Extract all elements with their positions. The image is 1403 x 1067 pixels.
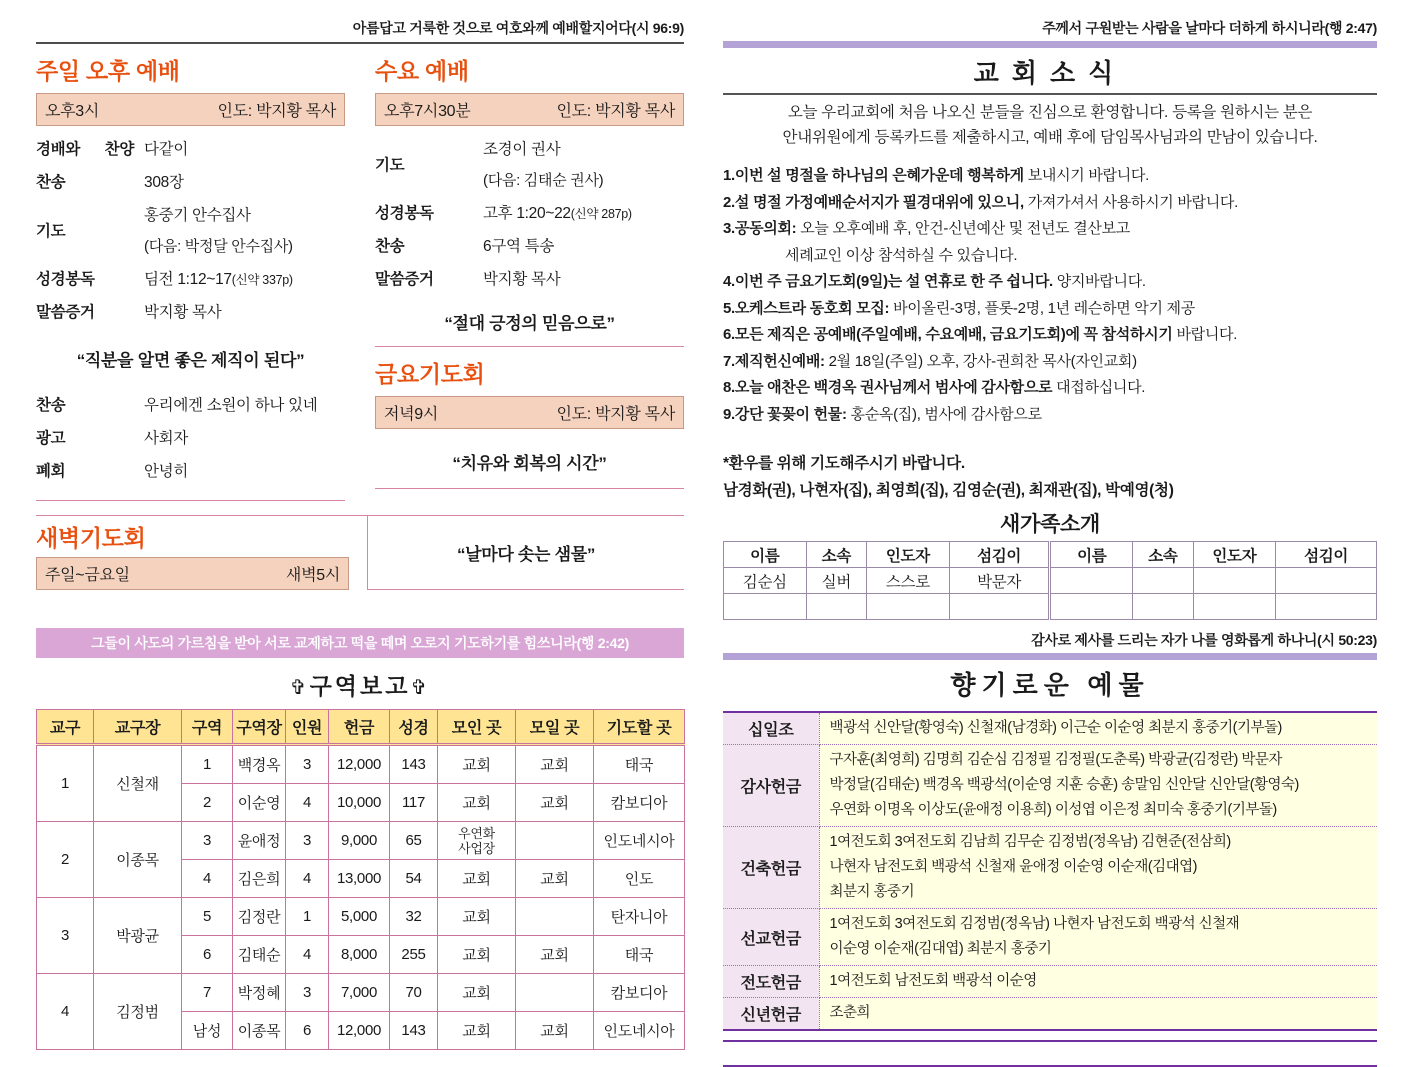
offering-type-label: 감사헌금	[723, 745, 819, 827]
schedule-bar-dawn	[36, 557, 349, 590]
table-cell: 김정란	[233, 898, 286, 936]
service-row-main: 고후 1:20~22(신약 287p)	[483, 205, 632, 222]
table-cell: 5,000	[329, 898, 390, 936]
table-cell: 백경옥	[233, 745, 286, 784]
table-cell: 143	[390, 1012, 438, 1050]
table-header-cell: 모일 곳	[516, 710, 594, 745]
table-cell: 김은희	[233, 860, 286, 898]
table-cell: 3	[286, 745, 329, 784]
table-cell: 3	[286, 974, 329, 1012]
cell-district-leader: 김정범	[94, 974, 182, 1050]
table-cell: 1	[286, 898, 329, 936]
offering-names-line: 나현자 남전도회 백광석 신철재 윤애정 이순영 이순재(김대엽)	[829, 859, 1198, 875]
table-cell	[1276, 568, 1377, 594]
column-wednesday	[375, 44, 684, 501]
table-header-cell: 소속	[1133, 542, 1193, 568]
service-time: 새벽5시	[285, 567, 340, 584]
cell-district: 1	[37, 745, 94, 822]
table-header-cell: 소속	[806, 542, 866, 568]
news-text: 대접하십니다.	[1052, 379, 1146, 396]
table-cell: 김순심	[724, 568, 807, 594]
table-cell: 교회	[516, 745, 594, 784]
service-row-value	[134, 203, 345, 256]
table-cell: 우연화 사업장	[438, 822, 516, 860]
news-item	[723, 269, 1377, 296]
service-row	[375, 234, 684, 256]
offering-row	[723, 827, 1377, 909]
table-cell: 캄보디아	[594, 974, 685, 1012]
table-row	[724, 568, 1377, 594]
schedule-bar-sunday	[36, 93, 345, 126]
service-row-value	[134, 137, 345, 159]
offering-names	[819, 966, 1377, 998]
table-cell: 교회	[438, 745, 516, 784]
offering-type-label: 전도헌금	[723, 966, 819, 998]
table-cell: 인도	[594, 860, 685, 898]
table-cell	[949, 594, 1050, 620]
table-cell: 8,000	[329, 936, 390, 974]
table-cell: 박문자	[949, 568, 1050, 594]
news-text: 세례교인 이상 참석하실 수 있습니다.	[785, 246, 1018, 264]
section-title-friday: 금요기도회	[375, 361, 485, 387]
service-row-label: 말씀증거	[36, 304, 95, 321]
divider-line	[36, 500, 345, 501]
news-item	[723, 322, 1377, 349]
table-cell: 교회	[516, 936, 594, 974]
divider-line	[375, 346, 684, 347]
sermon-quote-wednesday: “절대 긍정의 믿음으로”	[444, 314, 615, 333]
section-dawn-prayer	[36, 515, 684, 590]
cell-district: 2	[37, 822, 94, 898]
table-header-cell: 인도자	[867, 542, 950, 568]
prayer-names: 남경화(권), 나현자(집), 최영희(집), 김영순(권), 최재관(집), 박예영(청)	[723, 482, 1174, 499]
scripture-quote-top-right: 주께서 구원받는 사람을 날마다 더하게 하시니라(행 2:47)	[1042, 20, 1377, 36]
service-time: 오후7시30분	[384, 103, 471, 120]
table-cell: 4	[286, 936, 329, 974]
service-row-value	[134, 426, 345, 448]
table-cell	[1193, 594, 1276, 620]
offering-title: 향기로운 예물	[950, 671, 1150, 700]
table-header-cell: 이름	[724, 542, 807, 568]
table-row	[724, 594, 1377, 620]
table-cell: 이순영	[233, 784, 286, 822]
cross-icon: ✞	[289, 677, 310, 699]
service-row-main: 홍중기 안수집사	[144, 207, 251, 224]
service-row	[375, 267, 684, 289]
service-row-value	[134, 459, 345, 481]
news-text: 홍순옥(집), 범사에 감사함으로	[846, 405, 1042, 423]
service-row	[375, 137, 684, 190]
service-row-main: 안녕히	[144, 463, 189, 480]
news-item	[723, 375, 1377, 402]
cell-district-leader: 신철재	[94, 745, 182, 822]
table-cell: 10,000	[329, 784, 390, 822]
service-row-value	[473, 267, 684, 289]
table-cell: 이종목	[233, 1012, 286, 1050]
table-cell: 12,000	[329, 1012, 390, 1050]
service-row-main: 우리에겐 소원이 하나 있네	[144, 397, 318, 414]
purple-bar	[723, 653, 1377, 660]
table-header-cell: 모인 곳	[438, 710, 516, 745]
sermon-quote-friday: “치유와 회복의 시간”	[452, 454, 607, 473]
district-report-table	[36, 709, 685, 1050]
table-cell: 윤애정	[233, 822, 286, 860]
service-row-value	[473, 137, 684, 190]
table-cell: 캄보디아	[594, 784, 685, 822]
table-header-cell: 교구장	[94, 710, 182, 745]
table-cell	[1276, 594, 1377, 620]
table-header-cell: 교구	[37, 710, 94, 745]
service-days: 주일~금요일	[45, 567, 130, 584]
service-row	[375, 201, 684, 223]
service-row-value	[134, 170, 345, 192]
offering-type-label: 십일조	[723, 712, 819, 745]
news-text: 6.모든 제직은 공예배(주일예배, 수요예배, 금요기도회)에 꼭 참석하시기	[723, 326, 1173, 343]
offering-names	[819, 712, 1377, 745]
news-item	[723, 402, 1377, 429]
cell-district-leader: 이종목	[94, 822, 182, 898]
offering-names	[819, 827, 1377, 909]
district-report-title	[36, 668, 684, 701]
table-cell: 4	[182, 860, 233, 898]
bottom-line	[723, 1040, 1377, 1042]
table-cell	[1133, 568, 1193, 594]
service-row	[36, 426, 345, 448]
table-cell: 탄자니아	[594, 898, 685, 936]
divider-line	[723, 93, 1377, 95]
table-cell: 6	[182, 936, 233, 974]
service-row-sub: (다음: 박정달 안수집사)	[144, 238, 293, 255]
dawn-quote: “날마다 솟는 샘물”	[368, 516, 684, 590]
offering-row	[723, 745, 1377, 827]
offering-names-line: 우연화 이명옥 이상도(윤애정 이용희) 이성엽 이은정 최미숙 홍중기(기부돌)	[829, 802, 1277, 818]
table-cell: 교회	[438, 1012, 516, 1050]
news-item	[723, 349, 1377, 376]
table-cell	[1193, 568, 1276, 594]
news-text: 4.이번 주 금요기도회(9일)는 설 연휴로 한 주 쉽니다.	[723, 273, 1053, 290]
table-cell: 태국	[594, 745, 685, 784]
service-row-note: (신약 287p)	[570, 207, 632, 221]
cell-district: 4	[37, 974, 94, 1050]
service-row	[36, 393, 345, 415]
table-row	[37, 745, 685, 784]
service-row	[36, 203, 345, 256]
service-leader: 인도: 박지황 목사	[217, 103, 336, 120]
table-cell: 교회	[438, 860, 516, 898]
service-rows-sunday-2	[36, 393, 345, 481]
table-header-cell: 인원	[286, 710, 329, 745]
service-row-label: 성경봉독	[36, 271, 95, 288]
service-row-label: 기도	[36, 222, 66, 240]
table-header-cell: 구역	[182, 710, 233, 745]
table-header-cell: 구역장	[233, 710, 286, 745]
table-cell	[724, 594, 807, 620]
offering-names	[819, 909, 1377, 966]
prayer-title: *환우를 위해 기도해주시기 바랍니다.	[723, 455, 965, 472]
table-cell: 143	[390, 745, 438, 784]
table-cell: 32	[390, 898, 438, 936]
news-list	[723, 163, 1377, 428]
offering-names-line: 1여전도회 3여전도회 김남희 김무순 김정범(정옥남) 김현준(전삼희)	[829, 834, 1231, 850]
cross-icon: ✞	[410, 677, 431, 699]
news-item	[723, 163, 1377, 190]
table-cell: 65	[390, 822, 438, 860]
table-cell: 70	[390, 974, 438, 1012]
service-row-label: 폐회	[36, 463, 66, 480]
offering-table	[723, 711, 1377, 1031]
table-cell: 1	[182, 745, 233, 784]
table-cell	[867, 594, 950, 620]
service-row-value	[473, 201, 684, 223]
section-title-wednesday: 수요 예배	[375, 58, 469, 84]
service-row-main: 박지황 목사	[483, 271, 561, 288]
table-header-cell: 이름	[1050, 542, 1133, 568]
offering-names	[819, 745, 1377, 827]
table-cell: 3	[286, 822, 329, 860]
news-text: 바이올린-3명, 플롯-2명, 1년 레슨하면 악기 제공	[889, 299, 1195, 317]
service-row-label: 경배와 찬양	[36, 141, 134, 158]
news-item	[723, 243, 1377, 270]
offering-row	[723, 998, 1377, 1031]
offering-names-line: 박정달(김태순) 백경옥 백광석(이순영 지훈 승훈) 송말임 신안달 신안달(황영숙)	[829, 777, 1299, 793]
service-time: 저녁9시	[384, 406, 439, 423]
news-item	[723, 190, 1377, 217]
service-row-value	[473, 234, 684, 256]
table-cell: 인도네시아	[594, 1012, 685, 1050]
table-cell: 교회	[516, 1012, 594, 1050]
schedule-bar-wednesday	[375, 93, 684, 126]
offering-names-line: 최분지 홍중기	[829, 884, 915, 900]
offering-names-line: 조춘희	[829, 1005, 871, 1021]
offering-type-label: 건축헌금	[723, 827, 819, 909]
service-row-label: 성경봉독	[375, 205, 434, 222]
purple-bar	[723, 41, 1377, 48]
table-cell: 9,000	[329, 822, 390, 860]
dawn-left-cell	[36, 516, 368, 590]
table-cell: 김태순	[233, 936, 286, 974]
schedule-bar-friday	[375, 396, 684, 429]
service-row-main: 박지황 목사	[144, 304, 222, 321]
district-report-title-text: 구역보고	[309, 673, 411, 699]
table-cell: 3	[182, 822, 233, 860]
bulletin-left-page	[36, 18, 684, 1050]
news-text: 바랍니다.	[1172, 326, 1238, 343]
table-cell: 교회	[516, 860, 594, 898]
table-cell: 실버	[806, 568, 866, 594]
service-leader: 인도: 박지황 목사	[556, 103, 675, 120]
new-family-table	[723, 541, 1377, 620]
service-row	[36, 267, 345, 289]
offering-names-line: 이순영 이순재(김대엽) 최분지 홍중기	[829, 941, 1052, 957]
service-row	[36, 459, 345, 481]
offering-names-line: 1여전도회 남전도회 백광석 이순영	[829, 973, 1037, 989]
offering-row	[723, 712, 1377, 745]
table-header-row	[37, 710, 685, 745]
news-text: 5.오케스트라 동호회 모집:	[723, 299, 890, 317]
service-row-label: 찬송	[375, 238, 405, 255]
table-cell: 5	[182, 898, 233, 936]
service-rows-wednesday	[375, 137, 684, 289]
table-cell: 117	[390, 784, 438, 822]
news-item	[723, 296, 1377, 323]
service-row-value	[134, 300, 345, 322]
sermon-quote-sunday: “직분을 알면 좋은 제직이 된다”	[76, 351, 305, 370]
table-cell: 태국	[594, 936, 685, 974]
scripture-banner: 그들이 사도의 가르침을 받아 서로 교제하고 떡을 떼며 오로지 기도하기를 힘쓰니라(행 2:42)	[36, 628, 684, 658]
news-text: 1.이번 설 명절을 하나님의 은혜가운데 행복하게	[723, 167, 1024, 184]
offering-names	[819, 998, 1377, 1031]
scripture-quote-offering: 감사로 제사를 드리는 자가 나를 영화롭게 하나니(시 50:23)	[1031, 632, 1377, 648]
table-cell: 13,000	[329, 860, 390, 898]
service-row-value	[134, 393, 345, 415]
table-cell: 255	[390, 936, 438, 974]
service-rows-sunday	[36, 137, 345, 322]
table-cell: 2	[182, 784, 233, 822]
table-header-cell: 인도자	[1193, 542, 1276, 568]
table-cell: 6	[286, 1012, 329, 1050]
bulletin-right-page	[723, 18, 1377, 1067]
table-cell: 교회	[438, 936, 516, 974]
offering-names-line: 1여전도회 3여전도회 김정범(정옥남) 나현자 남전도회 백광석 신철재	[829, 916, 1240, 932]
scripture-quote-top-left: 아름답고 거룩한 것으로 여호와께 예배할지어다(시 96:9)	[352, 20, 684, 36]
table-cell: 54	[390, 860, 438, 898]
news-text: 2월 18일(주일) 오후, 강사-권희찬 목사(자인교회)	[824, 352, 1137, 370]
table-cell	[516, 974, 594, 1012]
table-row	[37, 898, 685, 936]
column-sunday-pm	[36, 44, 345, 501]
news-text: 보내시기 바랍니다.	[1023, 167, 1149, 184]
table-cell	[806, 594, 866, 620]
offering-names-line: 백광석 신안달(황영숙) 신철재(남경화) 이근순 이순영 최분지 홍중기(기부돌)	[829, 720, 1282, 736]
offering-row	[723, 966, 1377, 998]
service-row-label: 말씀증거	[375, 271, 434, 288]
service-columns	[36, 44, 684, 501]
service-row-note: (신약 337p)	[231, 273, 293, 287]
service-row-value	[134, 267, 345, 289]
table-row	[37, 822, 685, 860]
table-cell: 7,000	[329, 974, 390, 1012]
offering-names-line: 구자훈(최영희) 김명희 김순심 김정필 김정필(도춘록) 박광균(김정란) 박문자	[829, 752, 1282, 768]
cell-district-leader: 박광균	[94, 898, 182, 974]
service-row-main: 다같이	[144, 141, 189, 158]
table-header-cell: 헌금	[329, 710, 390, 745]
service-row-main: 6구역 특송	[483, 238, 555, 255]
table-header-row	[724, 542, 1377, 568]
table-cell: 4	[286, 860, 329, 898]
table-cell	[516, 822, 594, 860]
table-cell: 스스로	[867, 568, 950, 594]
table-header-cell: 성경	[390, 710, 438, 745]
news-text: 양지바랍니다.	[1052, 273, 1146, 290]
news-item	[723, 216, 1377, 243]
table-header-cell: 기도할 곳	[594, 710, 685, 745]
service-row	[36, 170, 345, 192]
service-row-label: 기도	[375, 156, 405, 174]
divider-line	[375, 488, 684, 489]
table-cell: 4	[286, 784, 329, 822]
cell-district: 3	[37, 898, 94, 974]
table-cell: 7	[182, 974, 233, 1012]
table-cell: 남성	[182, 1012, 233, 1050]
service-row-label: 찬송	[36, 174, 66, 191]
table-cell: 박정혜	[233, 974, 286, 1012]
news-text: 7.제직헌신예배:	[723, 352, 825, 370]
section-title-sunday-pm: 주일 오후 예배	[36, 58, 180, 84]
service-row-sub: (다음: 김태순 권사)	[483, 172, 604, 189]
table-header-cell: 섬김이	[1276, 542, 1377, 568]
news-text: 오늘 오후예배 후, 안건-신년예산 및 전년도 결산보고	[796, 220, 1131, 237]
service-row	[36, 137, 345, 159]
table-cell: 12,000	[329, 745, 390, 784]
prayer-request	[723, 450, 1377, 504]
new-family-title: 새가족소개	[1000, 513, 1100, 536]
news-text: 8.오늘 애찬은 백경옥 권사님께서 범사에 감사함으로	[723, 379, 1053, 396]
offering-type-label: 신년헌금	[723, 998, 819, 1031]
news-text: 가져가셔서 사용하시기 바랍니다.	[1023, 193, 1238, 211]
table-cell	[1050, 594, 1133, 620]
service-row-label: 광고	[36, 430, 66, 447]
offering-type-label: 선교헌금	[723, 909, 819, 966]
service-time: 오후3시	[45, 103, 100, 120]
table-cell: 교회	[516, 784, 594, 822]
service-row-label: 찬송	[36, 397, 66, 414]
table-cell: 인도네시아	[594, 822, 685, 860]
table-cell	[516, 898, 594, 936]
table-cell: 교회	[438, 974, 516, 1012]
section-title-dawn: 새벽기도회	[36, 525, 146, 551]
news-text: 3.공동의회:	[723, 220, 797, 237]
table-cell: 교회	[438, 784, 516, 822]
church-news-title: 교회소식	[973, 59, 1127, 88]
table-cell	[1133, 594, 1193, 620]
table-header-cell: 섬김이	[949, 542, 1050, 568]
service-row-main: 사회자	[144, 430, 189, 447]
news-text: 9.강단 꽃꽂이 헌물:	[723, 405, 847, 423]
service-row	[36, 300, 345, 322]
table-row	[37, 974, 685, 1012]
table-cell: 교회	[438, 898, 516, 936]
service-row-main: 조경이 권사	[483, 141, 561, 158]
service-leader: 인도: 박지황 목사	[556, 406, 675, 423]
offering-row	[723, 909, 1377, 966]
news-text: 2.설 명절 가정예배순서지가 필경대위에 있으니,	[723, 193, 1024, 211]
service-row-main: 308장	[144, 174, 184, 191]
service-row-main: 딤전 1:12~17(신약 337p)	[144, 271, 293, 288]
table-cell	[1050, 568, 1133, 594]
welcome-paragraph: 오늘 우리교회에 처음 나오신 분들을 진심으로 환영합니다. 등록을 원하시는 분은 안내위원에게 등록카드를 제출하시고, 예배 후에 담임목사님과의 만남이 있습니다.	[782, 104, 1318, 146]
